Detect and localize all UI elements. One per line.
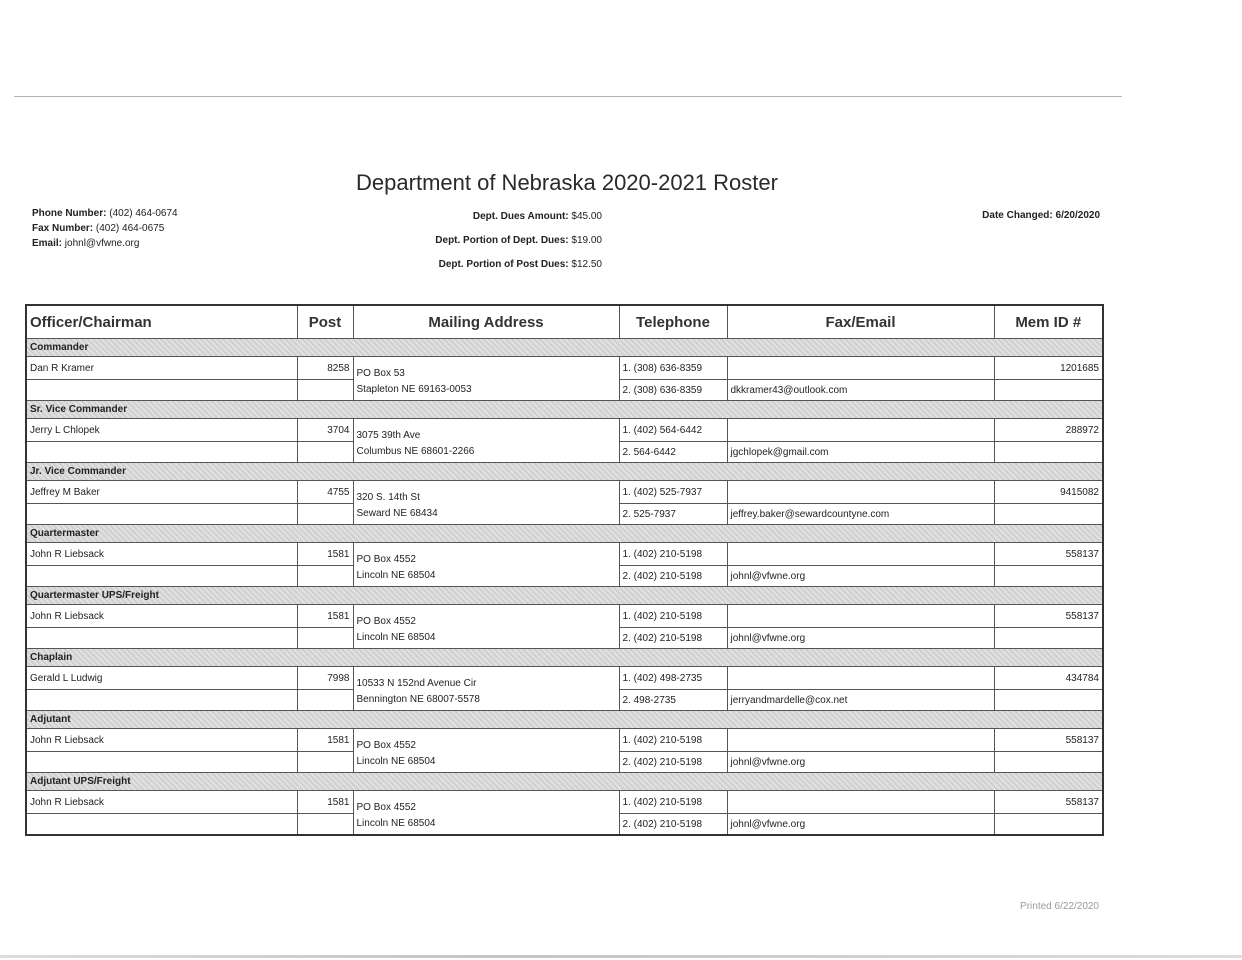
table-row: [26, 791, 1103, 814]
phone-label: Phone Number:: [32, 208, 107, 219]
phone-value: (402) 464-0674: [109, 208, 178, 219]
mailing-address: [353, 605, 619, 649]
address-block: [357, 422, 616, 460]
telephone-1: 1. (402) 564-6442: [619, 419, 727, 442]
telephone-2: 2. 525-7937: [619, 504, 727, 525]
fax-cell: [727, 729, 994, 752]
post-blank: [297, 690, 353, 711]
address-block: [357, 608, 616, 646]
table-row: [26, 543, 1103, 566]
member-id: 558137: [994, 543, 1103, 566]
address-block: [357, 546, 616, 584]
section-title: Jr. Vice Commander: [26, 463, 1103, 481]
address-line-2: Seward NE 68434: [356, 507, 438, 519]
telephone-1: 1. (308) 636-8359: [619, 357, 727, 380]
portion-post-value: $12.50: [571, 259, 602, 270]
table-row: [26, 729, 1103, 752]
memid-blank: [994, 628, 1103, 649]
section-row: [26, 463, 1103, 481]
address-line-1: PO Box 4552: [356, 615, 416, 627]
telephone-2: 2. (402) 210-5198: [619, 628, 727, 649]
address-line-2: Bennington NE 68007-5578: [356, 693, 480, 705]
dues-block: [404, 210, 602, 282]
address-line-2: Stapleton NE 69163-0053: [356, 383, 472, 395]
fax-line: [32, 221, 178, 236]
address-line-2: Columbus NE 68601-2266: [356, 445, 475, 457]
post-number: 7998: [297, 667, 353, 690]
telephone-2: 2. (402) 210-5198: [619, 566, 727, 587]
telephone-2: 2. (402) 210-5198: [619, 752, 727, 773]
post-blank: [297, 628, 353, 649]
address-block: [357, 732, 616, 770]
roster-table: [25, 304, 1104, 836]
memid-blank: [994, 752, 1103, 773]
section-title: Quartermaster UPS/Freight: [26, 587, 1103, 605]
memid-blank: [994, 442, 1103, 463]
address-line-1: PO Box 4552: [356, 553, 416, 565]
officer-name-blank: [26, 566, 297, 587]
address-line-1: 10533 N 152nd Avenue Cir: [356, 677, 477, 689]
dept-dues-label: Dept. Dues Amount:: [472, 211, 569, 222]
post-number: 1581: [297, 605, 353, 628]
mailing-address: [353, 791, 619, 836]
header-fax-email: Fax/Email: [727, 305, 994, 339]
mailing-address: [353, 543, 619, 587]
telephone-1: 1. (402) 525-7937: [619, 481, 727, 504]
post-blank: [297, 380, 353, 401]
address-block: [357, 484, 616, 522]
table-row: [26, 667, 1103, 690]
memid-blank: [994, 504, 1103, 525]
officer-name-blank: [26, 380, 297, 401]
email-cell: johnl@vfwne.org: [727, 566, 994, 587]
portion-post-label: Dept. Portion of Post Dues:: [438, 259, 569, 270]
fax-label: Fax Number:: [32, 223, 94, 234]
member-id: 288972: [994, 419, 1103, 442]
email-cell: jerryandmardelle@cox.net: [727, 690, 994, 711]
fax-value: (402) 464-0675: [95, 223, 165, 234]
portion-dept-label: Dept. Portion of Dept. Dues:: [435, 235, 569, 246]
address-block: [357, 794, 616, 832]
officer-name-blank: [26, 442, 297, 463]
email-cell: johnl@vfwne.org: [727, 814, 994, 836]
scan-artifact-line: [14, 96, 1122, 97]
address-line-1: PO Box 4552: [356, 739, 416, 751]
scan-artifact-line: [0, 955, 1242, 958]
address-line-2: Lincoln NE 68504: [356, 755, 436, 767]
officer-name: Dan R Kramer: [26, 357, 297, 380]
table-row: [26, 419, 1103, 442]
table-row: [26, 605, 1103, 628]
member-id: 558137: [994, 791, 1103, 814]
address-line-2: Lincoln NE 68504: [356, 631, 436, 643]
section-row: [26, 773, 1103, 791]
email-cell: jgchlopek@gmail.com: [727, 442, 994, 463]
telephone-2: 2. (308) 636-8359: [619, 380, 727, 401]
memid-blank: [994, 566, 1103, 587]
telephone-1: 1. (402) 210-5198: [619, 543, 727, 566]
post-blank: [297, 752, 353, 773]
fax-cell: [727, 357, 994, 380]
header-post: Post: [297, 305, 353, 339]
dept-dues-value: $45.00: [571, 211, 602, 222]
address-line-2: Lincoln NE 68504: [356, 569, 436, 581]
dept-dues-line: [404, 210, 602, 234]
email-value: johnl@vfwne.org: [64, 238, 140, 249]
date-changed: Date Changed: 6/20/2020: [982, 210, 1100, 221]
mailing-address: [353, 419, 619, 463]
post-blank: [297, 504, 353, 525]
officer-name: Gerald L Ludwig: [26, 667, 297, 690]
fax-cell: [727, 791, 994, 814]
post-blank: [297, 442, 353, 463]
officer-name: Jerry L Chlopek: [26, 419, 297, 442]
page-title: Department of Nebraska 2020-2021 Roster: [356, 170, 778, 195]
telephone-2: 2. 564-6442: [619, 442, 727, 463]
telephone-1: 1. (402) 210-5198: [619, 791, 727, 814]
email-label: Email:: [32, 238, 63, 249]
post-number: 1581: [297, 543, 353, 566]
member-id: 1201685: [994, 357, 1103, 380]
officer-name: John R Liebsack: [26, 791, 297, 814]
telephone-1: 1. (402) 498-2735: [619, 667, 727, 690]
fax-cell: [727, 667, 994, 690]
fax-cell: [727, 605, 994, 628]
email-line: [32, 236, 178, 251]
address-line-1: 320 S. 14th St: [356, 491, 420, 503]
section-title: Quartermaster: [26, 525, 1103, 543]
table-row: [26, 481, 1103, 504]
section-row: [26, 587, 1103, 605]
officer-name-blank: [26, 504, 297, 525]
section-row: [26, 649, 1103, 667]
mailing-address: [353, 729, 619, 773]
address-block: [357, 670, 616, 708]
officer-name-blank: [26, 690, 297, 711]
post-number: 8258: [297, 357, 353, 380]
section-title: Commander: [26, 339, 1103, 357]
mailing-address: [353, 667, 619, 711]
roster-body: [26, 339, 1103, 836]
fax-cell: [727, 543, 994, 566]
fax-cell: [727, 481, 994, 504]
post-number: 4755: [297, 481, 353, 504]
memid-blank: [994, 380, 1103, 401]
telephone-1: 1. (402) 210-5198: [619, 605, 727, 628]
post-blank: [297, 566, 353, 587]
printed-date: Printed 6/22/2020: [1020, 901, 1099, 912]
section-row: [26, 339, 1103, 357]
member-id: 9415082: [994, 481, 1103, 504]
address-block: [357, 360, 616, 398]
officer-name: John R Liebsack: [26, 729, 297, 752]
officer-name: John R Liebsack: [26, 543, 297, 566]
mailing-address: [353, 357, 619, 401]
table-header-row: [26, 305, 1103, 339]
post-number: 1581: [297, 791, 353, 814]
contact-block: [32, 206, 178, 251]
address-line-1: PO Box 53: [356, 367, 405, 379]
post-number: 1581: [297, 729, 353, 752]
email-cell: dkkramer43@outlook.com: [727, 380, 994, 401]
section-row: [26, 711, 1103, 729]
email-cell: jeffrey.baker@sewardcountyne.com: [727, 504, 994, 525]
officer-name: Jeffrey M Baker: [26, 481, 297, 504]
section-title: Adjutant: [26, 711, 1103, 729]
address-line-1: 3075 39th Ave: [356, 429, 421, 441]
member-id: 434784: [994, 667, 1103, 690]
officer-name: John R Liebsack: [26, 605, 297, 628]
officer-name-blank: [26, 752, 297, 773]
address-line-2: Lincoln NE 68504: [356, 817, 436, 829]
telephone-1: 1. (402) 210-5198: [619, 729, 727, 752]
portion-dept-line: [404, 234, 602, 258]
officer-name-blank: [26, 628, 297, 649]
phone-line: [32, 206, 178, 221]
table-row: [26, 357, 1103, 380]
section-row: [26, 525, 1103, 543]
memid-blank: [994, 690, 1103, 711]
portion-dept-value: $19.00: [571, 235, 602, 246]
member-id: 558137: [994, 605, 1103, 628]
member-id: 558137: [994, 729, 1103, 752]
post-blank: [297, 814, 353, 836]
section-title: Adjutant UPS/Freight: [26, 773, 1103, 791]
header-telephone: Telephone: [619, 305, 727, 339]
section-row: [26, 401, 1103, 419]
header-officer: Officer/Chairman: [26, 305, 297, 339]
header-address: Mailing Address: [353, 305, 619, 339]
telephone-2: 2. 498-2735: [619, 690, 727, 711]
officer-name-blank: [26, 814, 297, 836]
post-number: 3704: [297, 419, 353, 442]
telephone-2: 2. (402) 210-5198: [619, 814, 727, 836]
email-cell: johnl@vfwne.org: [727, 628, 994, 649]
portion-post-line: [404, 258, 602, 282]
memid-blank: [994, 814, 1103, 836]
section-title: Sr. Vice Commander: [26, 401, 1103, 419]
fax-cell: [727, 419, 994, 442]
mailing-address: [353, 481, 619, 525]
address-line-1: PO Box 4552: [356, 801, 416, 813]
header-memid: Mem ID #: [994, 305, 1103, 339]
section-title: Chaplain: [26, 649, 1103, 667]
email-cell: johnl@vfwne.org: [727, 752, 994, 773]
